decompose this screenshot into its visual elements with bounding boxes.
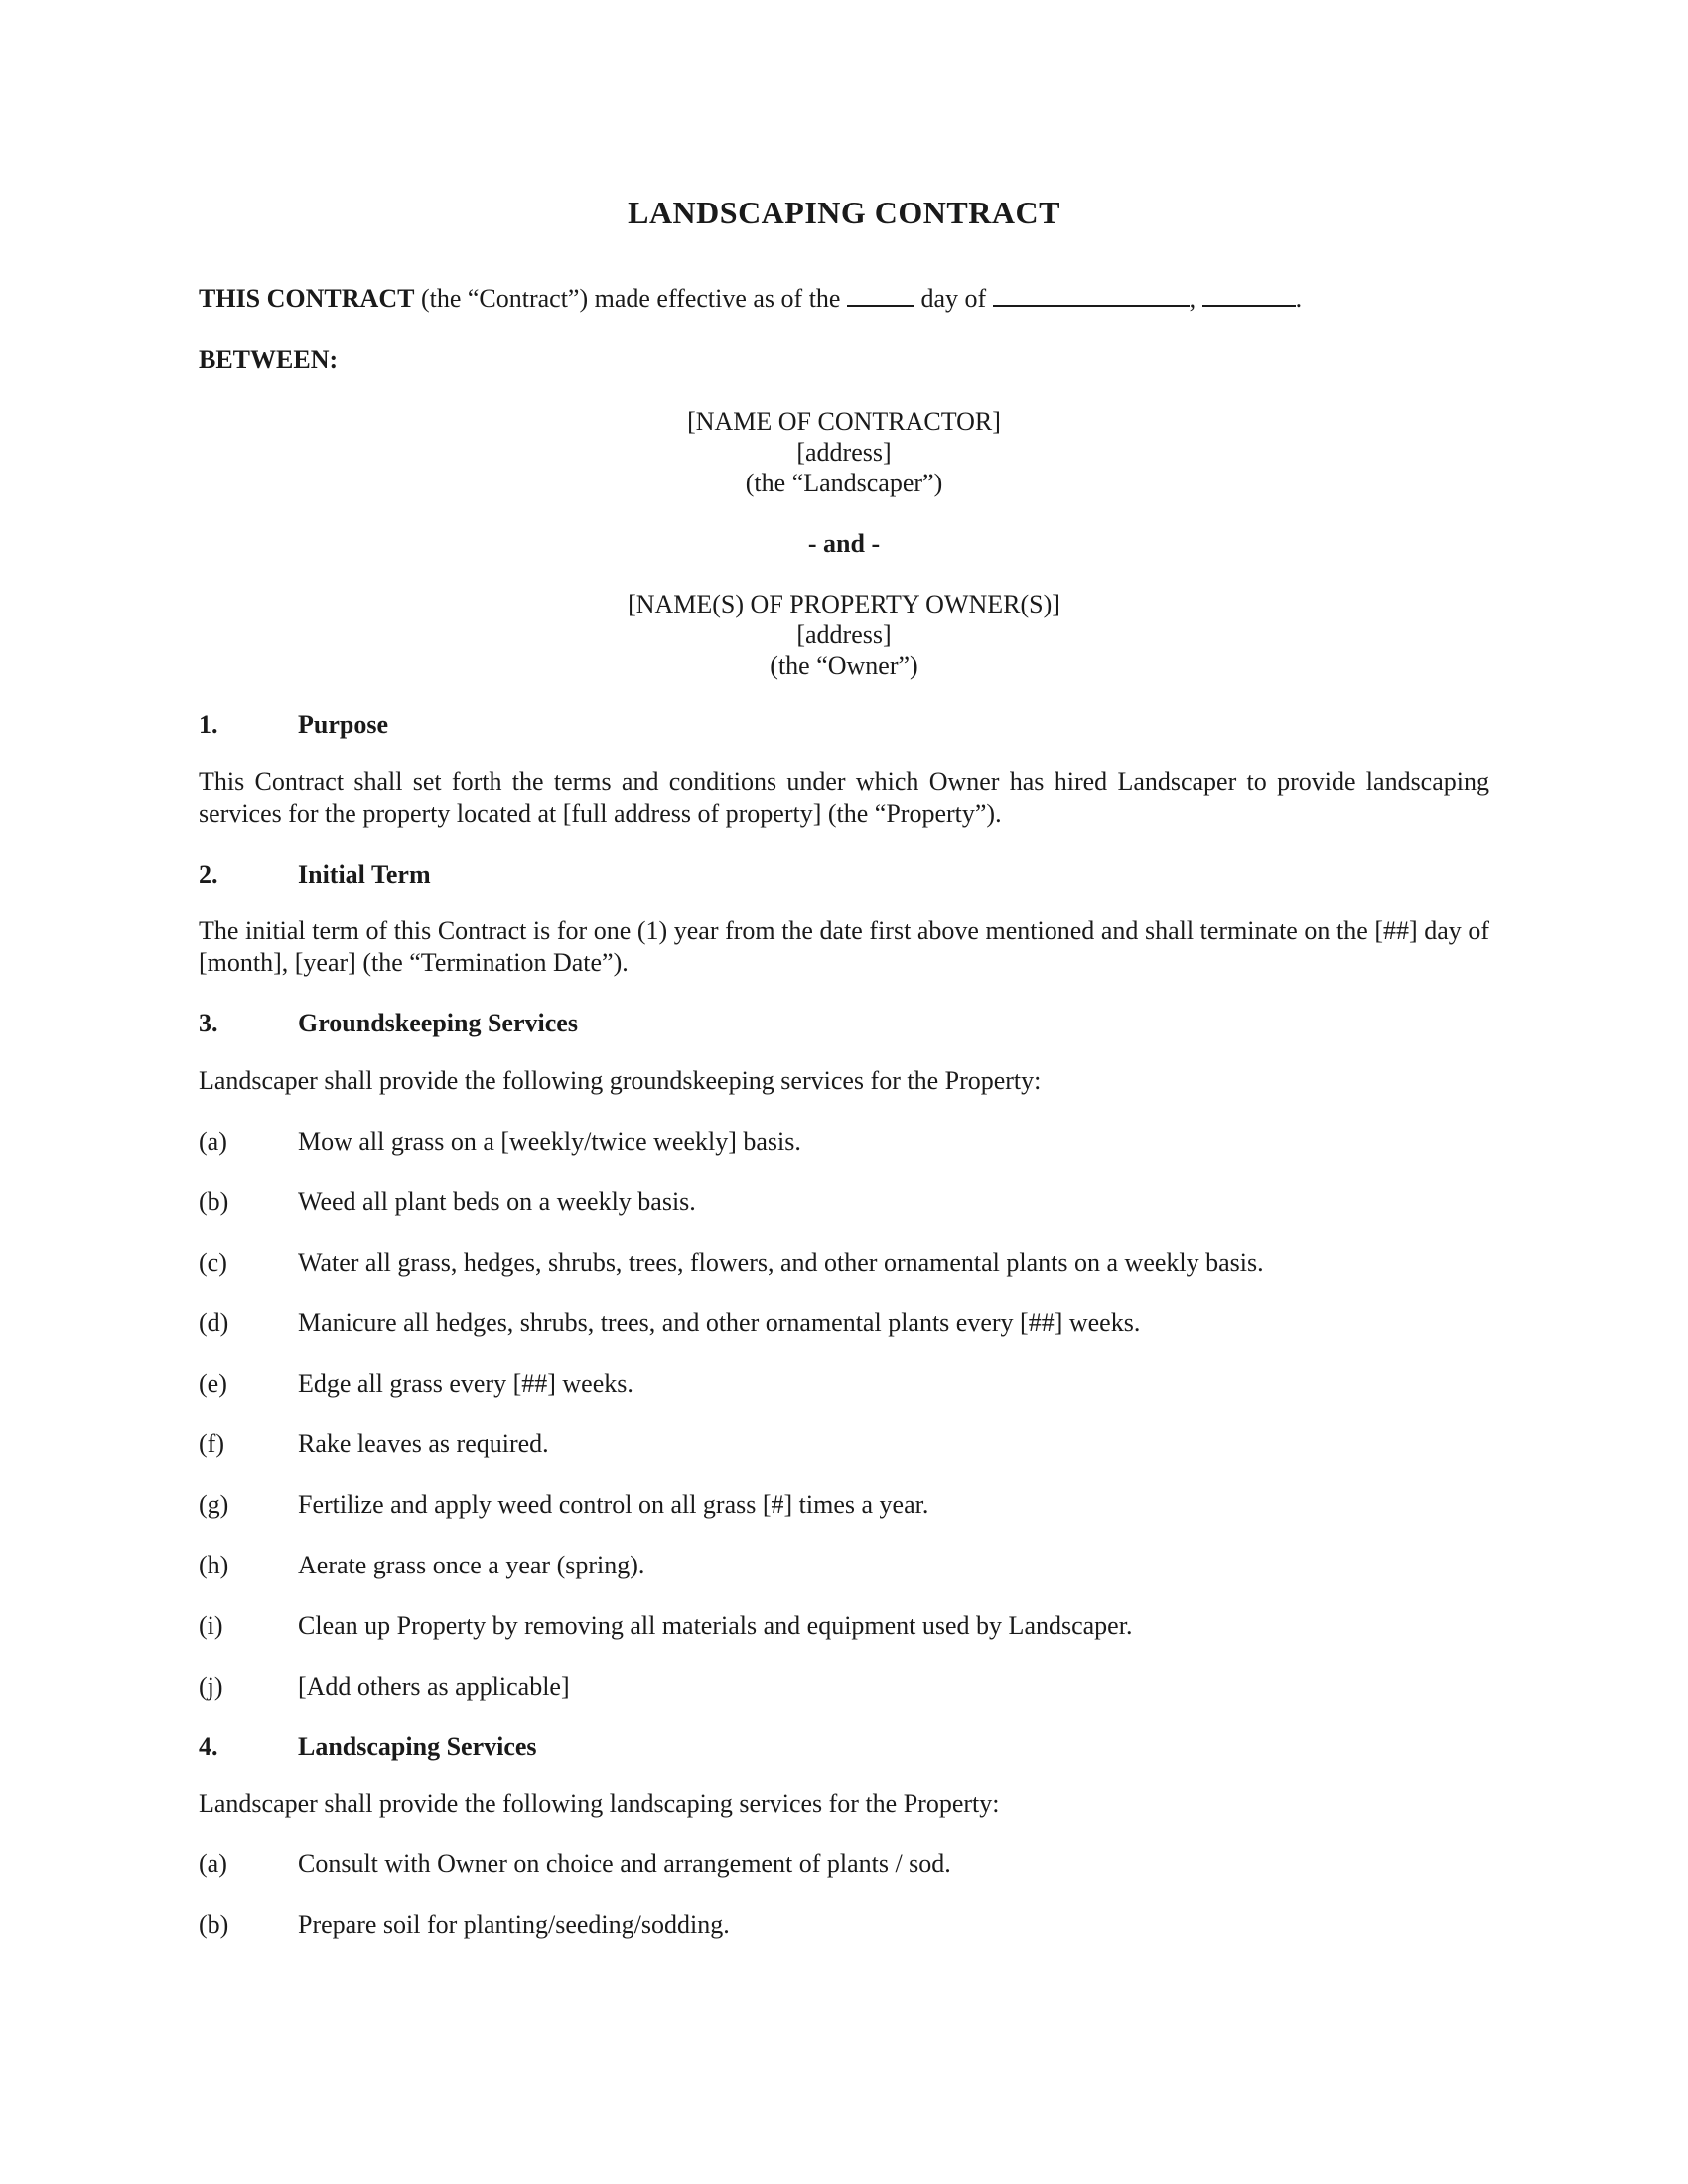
day-blank <box>847 283 914 307</box>
section-1-heading: Purpose <box>298 710 388 739</box>
contractor-alias: (the “Landscaper”) <box>745 469 943 497</box>
section-3-heading: Groundskeeping Services <box>298 1009 578 1037</box>
list-item-label: (b) <box>199 1187 229 1216</box>
owner-name: [NAME(S) OF PROPERTY OWNER(S)] <box>628 590 1060 618</box>
section-4-intro: Landscaper shall provide the following landscaping services for the Property: <box>199 1789 1000 1818</box>
list-item-label: (h) <box>199 1551 229 1579</box>
list-item-text: Manicure all hedges, shrubs, trees, and other ornamental plants every [##] weeks. <box>298 1308 1141 1337</box>
section-2-heading: Initial Term <box>298 860 431 888</box>
party-contractor <box>0 406 1688 498</box>
section-1-number: 1. <box>199 710 218 739</box>
list-item-label: (i) <box>199 1611 223 1640</box>
year-blank <box>1202 283 1296 307</box>
list-item-text: Weed all plant beds on a weekly basis. <box>298 1187 696 1216</box>
list-item-text: Rake leaves as required. <box>298 1430 549 1458</box>
list-item-label: (g) <box>199 1490 229 1519</box>
intro-line <box>199 283 1302 314</box>
list-item-text: Prepare soil for planting/seeding/sodding. <box>298 1910 730 1939</box>
intro-day-word: day of <box>920 284 987 313</box>
owner-alias: (the “Owner”) <box>770 651 918 680</box>
list-item-label: (e) <box>199 1369 227 1398</box>
list-item-text: Water all grass, hedges, shrubs, trees, flowers, and other ornamental plants on a weekly basis. <box>298 1248 1264 1277</box>
section-4-number: 4. <box>199 1732 218 1761</box>
intro-comma: , <box>1189 284 1196 313</box>
list-item-text: Consult with Owner on choice and arrangement of plants / sod. <box>298 1849 951 1878</box>
between-label: BETWEEN: <box>199 345 339 374</box>
list-item-label: (f) <box>199 1430 224 1458</box>
and-separator: - and - <box>807 529 881 558</box>
contractor-address: [address] <box>796 438 892 467</box>
list-item-text: Clean up Property by removing all materials and equipment used by Landscaper. <box>298 1611 1133 1640</box>
list-item-text: [Add others as applicable] <box>298 1672 570 1701</box>
contractor-name: [NAME OF CONTRACTOR] <box>687 407 1001 436</box>
party-owner <box>0 589 1688 681</box>
list-item-label: (a) <box>199 1127 227 1156</box>
list-item-text: Edge all grass every [##] weeks. <box>298 1369 633 1398</box>
section-2-number: 2. <box>199 860 218 888</box>
section-2-body: The initial term of this Contract is for one (1) year from the date first above mentioned and shall terminate on the [##] day of [month], [year] (the “Termination Date”). <box>199 916 1489 977</box>
list-item-text: Aerate grass once a year (spring). <box>298 1551 645 1579</box>
list-item-label: (d) <box>199 1308 229 1337</box>
document-title: LANDSCAPING CONTRACT <box>628 195 1060 230</box>
intro-lead: THIS CONTRACT <box>199 284 415 313</box>
list-item-label: (a) <box>199 1849 227 1878</box>
list-item-text: Fertilize and apply weed control on all grass [#] times a year. <box>298 1490 929 1519</box>
month-blank <box>993 283 1190 307</box>
list-item-label: (b) <box>199 1910 229 1939</box>
section-3-number: 3. <box>199 1009 218 1037</box>
section-4-heading: Landscaping Services <box>298 1732 537 1761</box>
section-3-intro: Landscaper shall provide the following groundskeeping services for the Property: <box>199 1066 1042 1095</box>
intro-period: . <box>1295 284 1303 313</box>
owner-address: [address] <box>796 620 892 649</box>
list-item-text: Mow all grass on a [weekly/twice weekly] basis. <box>298 1127 801 1156</box>
list-item-label: (j) <box>199 1672 223 1701</box>
intro-text: (the “Contract”) made effective as of the <box>420 284 841 313</box>
section-1-body: This Contract shall set forth the terms and conditions under which Owner has hired Landscaper to provide landscaping services for the property located at [full address of property] (the “Property”). <box>199 767 1489 828</box>
list-item-label: (c) <box>199 1248 227 1277</box>
